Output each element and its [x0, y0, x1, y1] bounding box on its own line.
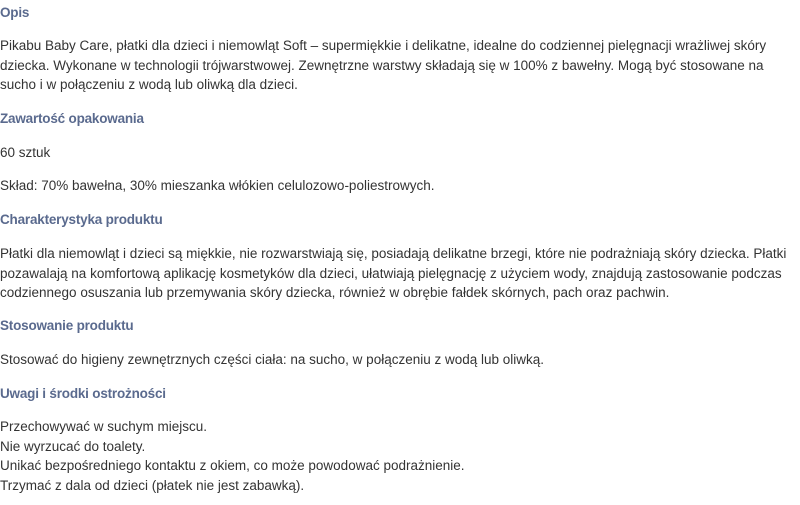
section-title-contents: Zawartość opakowania [0, 111, 144, 126]
description-paragraph [0, 36, 800, 95]
characteristics-line: pozawalają na komfortową aplikację kosmetyków dla dzieci, ułatwiają pielęgnację z użyciem wody, znajdują zastosowanie podczas [0, 265, 782, 281]
characteristics-line: Płatki dla niemowląt i dzieci są miękkie, nie rozwarstwiają się, posiadają delikatne brzegi, które nie podrażniają skóry dziecka. Płatki [0, 246, 787, 261]
contents-quantity: 60 sztuk [0, 145, 51, 160]
description-line: sucho i w połączeniu z wodą lub oliwką dla dzieci. [0, 77, 298, 92]
usage-text: Stosować do higieny zewnętrznych części ciała: na sucho, w połączeniu z wodą lub oliwką. [0, 352, 545, 367]
section-title-description: Opis [0, 5, 30, 20]
section-title-characteristics: Charakterystyka produktu [0, 212, 163, 227]
warning-item: Trzymać z dala od dzieci (płatek nie jest zabawką). [0, 477, 305, 493]
warning-item: Przechowywać w suchym miejscu. [0, 419, 208, 434]
characteristics-line: codziennego osuszania lub przemywania skóry dziecka, również w obrębie fałdek skórnych, pach oraz pachwin. [0, 285, 670, 300]
description-line: dziecka. Wykonane w technologii trójwarstwowej. Zewnętrzne warstwy składają się w 100% z bawełny. Mogą być stosowane na [0, 57, 764, 73]
contents-composition: Skład: 70% bawełna, 30% mieszanka włókien celulozowo-poliestrowych. [0, 178, 435, 193]
warnings-list [0, 417, 465, 495]
section-title-usage: Stosowanie produktu [0, 318, 134, 333]
warning-item: Unikać bezpośredniego kontaktu z okiem, co może powodować podrażnienie. [0, 458, 465, 473]
characteristics-paragraph [0, 244, 800, 303]
warning-item: Nie wyrzucać do toalety. [0, 438, 146, 454]
description-line: Pikabu Baby Care, płatki dla dzieci i niemowląt Soft – supermiękkie i delikatne, idealne do codziennej pielęgnacji wrażliwej skóry [0, 38, 767, 53]
section-title-warnings: Uwagi i środki ostrożności [0, 386, 166, 401]
